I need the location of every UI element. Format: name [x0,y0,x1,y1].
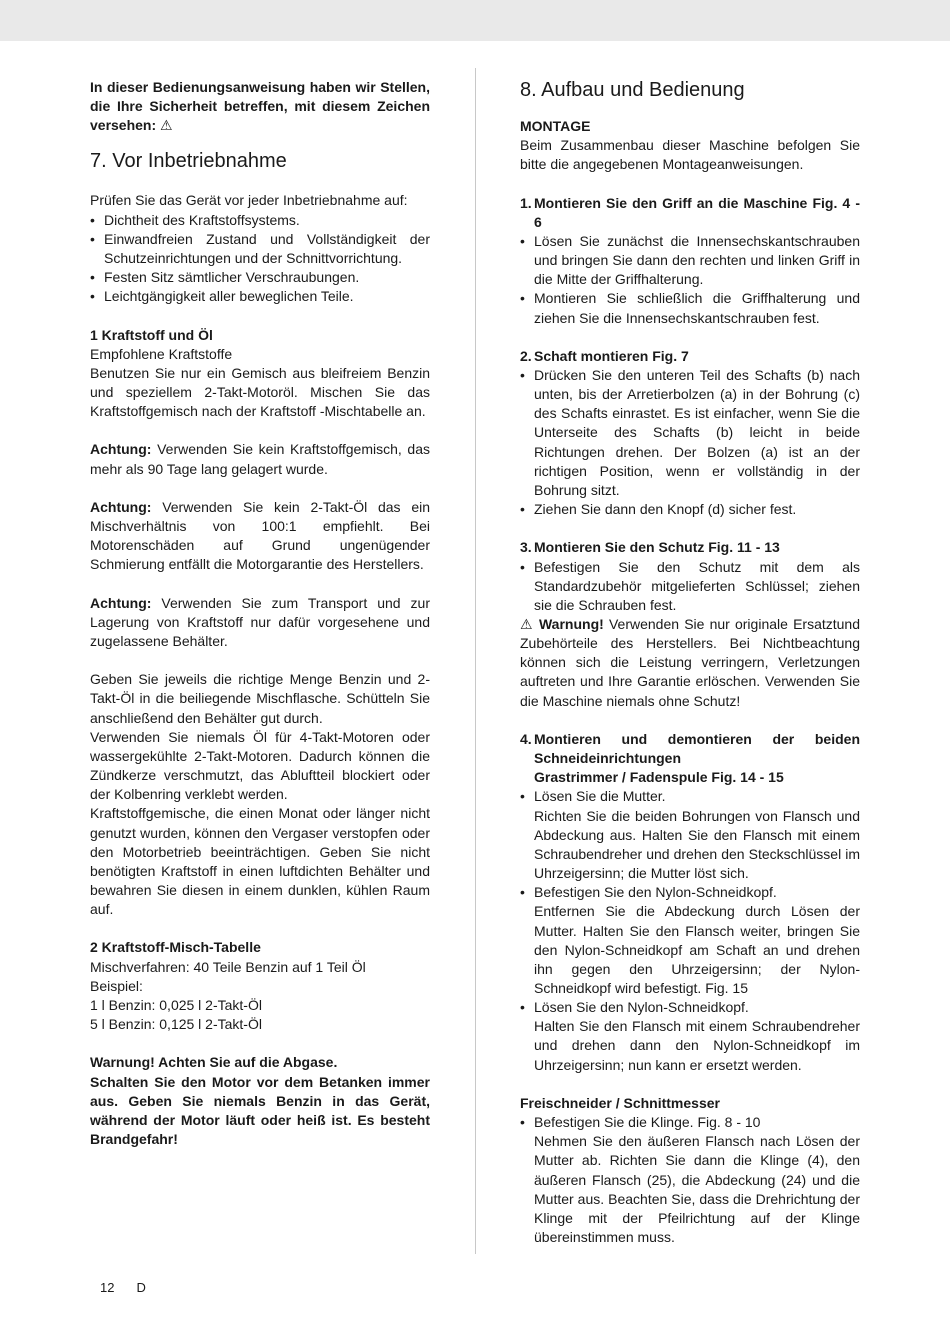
step-number: 2. [520,347,532,364]
page-number: 12 [100,1280,115,1295]
fuel-paragraph: Benutzen Sie nur ein Gemisch aus bleifreiem Benzin und speziellem 2-Takt-Motoröl. Mischen Sie das Kraftstoffgemisch nach der Kraftstoff -Mischtabelle an. [90,364,430,420]
mix-line: Beispiel: [90,977,143,994]
mix-line: 1 l Benzin: 0,025 l 2-Takt-Öl [90,996,262,1013]
top-bar [0,0,950,41]
list-item: • Befestigen Sie den Schutz mit dem als Standardzubehör mitgelieferten Schlüssel; ziehen sie die Schrauben fest. [520,558,860,615]
mix-table-heading: 2 Kraftstoff-Misch-Tabelle [90,939,261,956]
step-number: 1. [520,194,532,211]
item-head: Lösen Sie die Mutter. [534,788,666,805]
step-title: Montieren und demontieren der beiden Schneideinrichtungen [534,730,860,767]
storage-paragraph: Kraftstoffgemische, die einen Monat oder länger nicht genutzt wurden, können den Vergaser verstopfen oder den Motorbetrieb beeinträchtigen. Geben Sie nicht benötigten Kraftstoff in einen luftdichten Behälter und bewahren Sie diesen in einem dunklen, kühlen Raum auf. [90,805,430,918]
fuel-oil-heading: 1 Kraftstoff und Öl [90,326,213,343]
step-number: 3. [520,539,532,556]
check-list [90,211,430,307]
exhaust-warning-text: Schalten Sie den Motor vor dem Betanken immer aus. Geben Sie niemals Benzin in das Gerät, während der Motor läuft oder heiß ist. Es besteht Brandgefahr! [90,1073,430,1148]
step-title: Schaft montieren Fig. 7 [534,347,689,364]
safety-intro: In dieser Bedienungsanweisung haben wir Stellen, die Ihre Sicherheit betreffen, mit diesem Zeichen versehen: ⚠ [90,79,430,134]
warning-text: Verwenden Sie nur originale Ersatztund Zubehörteile des Herstellers. Bei Nichtbeachtung können sich die Leistung verringern, Verletzungen auftreten und Ihre Garantie erlöschen. Verwenden Sie die Maschine niemals ohne Schutz! [520,616,860,709]
list-item: • Drücken Sie den unteren Teil des Schafts (b) nach unten, bis der Arretierbolzen (a) in der Bohrung (c) des Schafts einrastet. Es ist einfacher, wenn Sie die Unterseite des Schafts (b) leicht in beide Richtungen drehen. Der Bolzen (a) ist an der richtigen Position, wenn er vollständig in der Bohrung sitzt. [520,366,860,500]
achtung-note-1 [90,440,430,478]
step-4-heading [520,730,860,768]
achtung-text: Verwenden Sie zum Transport und zur Lagerung von Kraftstoff nur dafür vorgesehene und zugelassene Behälter. [90,594,430,649]
achtung-label: Achtung: [90,498,152,515]
step-title: Montieren Sie den Schutz Fig. 11 - 13 [534,539,780,556]
step-3-list [520,558,860,615]
list-item: • Ziehen Sie dann den Knopf (d) sicher fest. [520,500,860,519]
right-column [520,78,860,1247]
step-2-heading [520,347,860,366]
oil-warning-paragraph: Verwenden Sie niemals Öl für 4-Takt-Motoren oder wassergekühlte 2-Takt-Motoren. Dadurch können die Zündkerze verschmutzt, das Abluftteil blockiert oder der Kolbenring verklebt werden. [90,728,430,803]
step-title: Montieren Sie den Griff an die Maschine Fig. 4 - 6 [534,194,860,230]
item-head: Lösen Sie den Nylon-Schneidkopf. [534,999,749,1016]
mix-line: Mischverfahren: 40 Teile Benzin auf 1 Teil Öl [90,958,366,975]
item-body: Richten Sie die beiden Bohrungen von Flansch und Abdeckung aus. Halten Sie den Flansch mit einem Schraubendreher und drehen den Steckschlüssel im Uhrzeigersinn; die Mutter löst sich. [534,807,860,882]
item-head: Befestigen Sie den Nylon-Schneidkopf. [534,884,777,901]
fuel-subheading: Empfohlene Kraftstoffe [90,345,233,362]
brushcutter-list [520,1113,860,1247]
step-2-list [520,366,860,519]
section-8-heading: 8. Aufbau und Bedienung [520,79,745,101]
montage-heading: MONTAGE [520,118,591,134]
page-footer [100,1280,168,1295]
step-4-subheading: Grastrimmer / Fadenspule Fig. 14 - 15 [534,769,784,786]
list-item [520,883,860,998]
list-item: • Dichtheit des Kraftstoffsystems. [90,211,430,230]
section-7-heading: 7. Vor Inbetriebnahme [90,150,287,173]
column-divider [475,68,476,1254]
list-item: • Leichtgängigkeit aller beweglichen Teile. [90,287,430,306]
item-body: Entfernen Sie die Abdeckung durch Lösen der Mutter. Halten Sie den Flansch weiter, bringen Sie den Nylon-Schneidkopf am Schaft an und drehen ihn gegen den Uhrzeigersinn; der Nylon-Schneidkopf wird befestigt. Fig. 15 [534,903,860,996]
list-item [520,998,860,1075]
achtung-label: Achtung: [90,441,152,458]
exhaust-warning-title: Warnung! Achten Sie auf die Abgase. [90,1054,338,1071]
step-1-list [520,232,860,328]
list-item: • Festen Sitz sämtlicher Verschraubungen. [90,268,430,287]
montage-paragraph: Beim Zusammenbau dieser Maschine befolgen Sie bitte die angegebenen Montageanweisungen. [520,137,860,173]
left-column [90,78,430,1149]
step-1-heading [520,194,860,232]
list-item [520,787,860,883]
language-code: D [136,1280,146,1295]
achtung-note-3 [90,594,430,651]
mixing-paragraph: Geben Sie jeweils die richtige Menge Benzin und 2-Takt-Öl in die beiliegende Mischflasche. Schütteln Sie anschließend den Behälter gut durch. [90,671,430,726]
achtung-text: Verwenden Sie kein 2-Takt-Öl das ein Mischverhältnis von 100:1 empfiehlt. Bei Motorenschäden auf Grund ungenügender Schmierung entfällt die Motorgarantie des Herstellers. [90,498,430,573]
step-number: 4. [520,730,532,747]
achtung-text: Verwenden Sie kein Kraftstoffgemisch, das mehr als 90 Tage lang gelagert wurde. [90,441,431,477]
item-head: Befestigen Sie die Klinge. Fig. 8 - 10 [534,1114,761,1131]
warning-label: ⚠ Warnung! [520,616,604,633]
list-item: • Lösen Sie zunächst die Innensechskantschrauben und bringen Sie dann den rechten und linken Griff in die Mitte der Griffhalterung. [520,232,860,289]
item-body: Halten Sie den Flansch mit einem Schraubendreher und drehen dann den Nylon-Schneidkopf im Uhrzeigersinn; nun kann er ersetzt werden. [534,1018,860,1073]
achtung-label: Achtung: [90,594,152,611]
item-body: Nehmen Sie den äußeren Flansch nach Lösen der Mutter ab. Richten Sie dann die Klinge (4), den äußeren Flansch (25), die Abdeckung (24) und die Mutter aus. Beachten Sie, dass die Drehrichtung der Klinge mit der Pfeilrichtung auf der Klinge übereinstimmen muss. [534,1133,860,1245]
list-item: • Montieren Sie schließlich die Griffhalterung und ziehen Sie die Innensechskantschrauben fest. [520,289,860,327]
achtung-note-2 [90,498,430,575]
mix-line: 5 l Benzin: 0,125 l 2-Takt-Öl [90,1016,262,1033]
step-3-heading [520,538,860,557]
brushcutter-heading: Freischneider / Schnittmesser [520,1094,720,1111]
step-4-list [520,787,860,1074]
list-item: • Einwandfreien Zustand und Vollständigkeit der Schutzeinrichtungen und der Schnittvorrichtung. [90,230,430,268]
guard-warning [520,615,860,711]
list-item [520,1113,860,1247]
check-intro: Prüfen Sie das Gerät vor jeder Inbetriebnahme auf: [90,192,408,209]
